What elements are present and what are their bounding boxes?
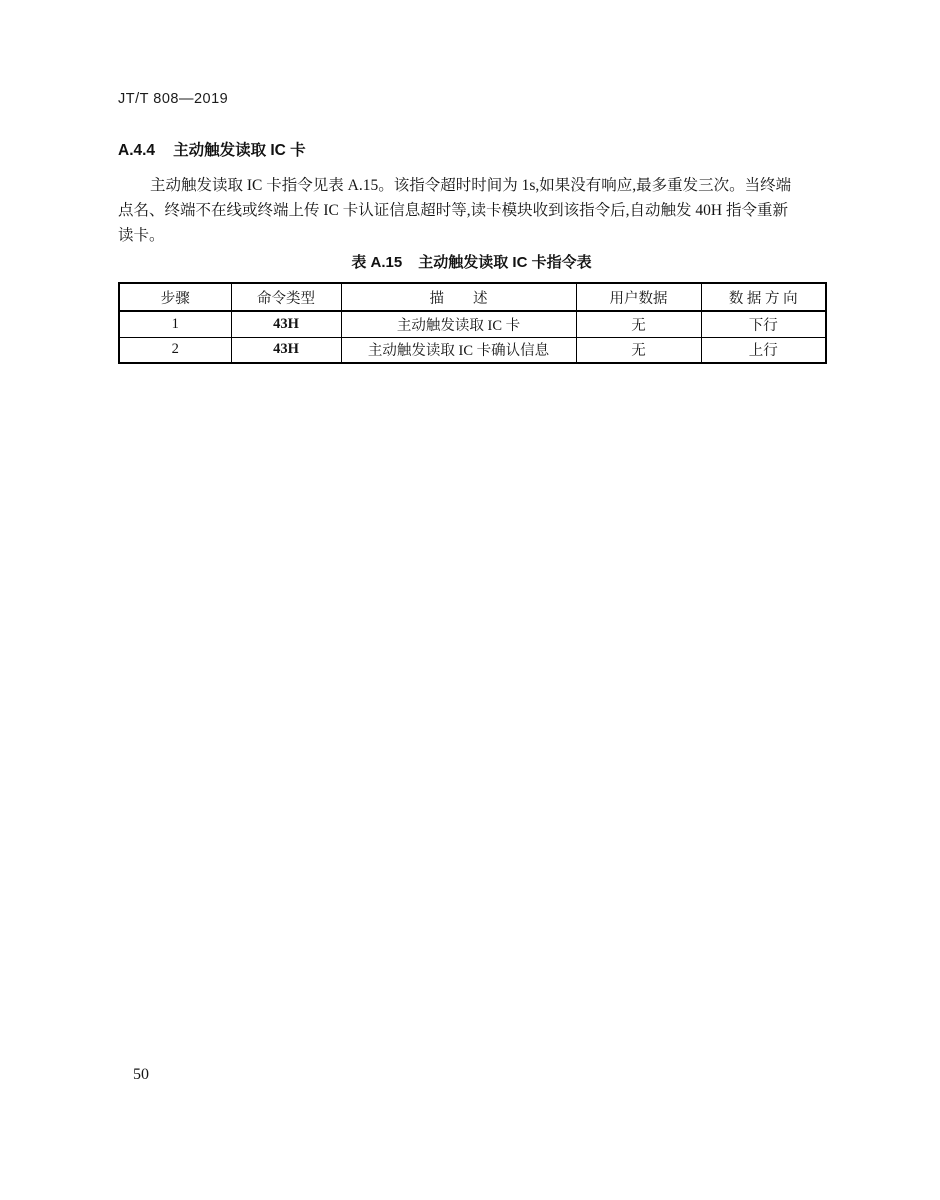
table-caption [118, 251, 825, 272]
paragraph-line: 读卡。 [118, 227, 165, 244]
column-header-command-type: 命令类型 [231, 283, 341, 311]
paragraph-line: 主动触发读取 IC 卡指令见表 A.15。该指令超时时间为 1s,如果没有响应,最多重发三次。当终端 [150, 177, 792, 194]
section-number: A.4.4 [118, 142, 156, 159]
cell-user-data: 无 [576, 311, 701, 337]
section-heading [118, 138, 306, 160]
table-row [119, 311, 826, 337]
cell-data-direction: 下行 [701, 311, 826, 337]
cell-step: 1 [119, 311, 231, 337]
cell-description: 主动触发读取 IC 卡确认信息 [341, 337, 576, 363]
table-caption-title: 主动触发读取 IC 卡指令表 [418, 254, 592, 271]
column-header-step: 步骤 [119, 283, 231, 311]
cell-user-data: 无 [576, 337, 701, 363]
cell-data-direction: 上行 [701, 337, 826, 363]
paragraph-line: 点名、终端不在线或终端上传 IC 卡认证信息超时等,读卡模块收到该指令后,自动触发 40H 指令重新 [118, 202, 788, 219]
table-caption-label: 表 A.15 [351, 254, 403, 271]
column-header-data-direction: 数 据 方 向 [701, 283, 826, 311]
cell-description: 主动触发读取 IC 卡 [341, 311, 576, 337]
running-header-standard-number: JT/T 808—2019 [118, 91, 229, 107]
body-paragraph [118, 173, 825, 248]
table-header-row [119, 283, 826, 311]
column-header-description: 描 述 [341, 283, 576, 311]
section-title: 主动触发读取 IC 卡 [173, 142, 306, 159]
page-number: 50 [133, 1066, 149, 1083]
instruction-table [118, 282, 827, 364]
cell-command-type: 43H [231, 337, 341, 363]
cell-command-type: 43H [231, 311, 341, 337]
cell-step: 2 [119, 337, 231, 363]
table-row [119, 337, 826, 363]
column-header-user-data: 用户数据 [576, 283, 701, 311]
